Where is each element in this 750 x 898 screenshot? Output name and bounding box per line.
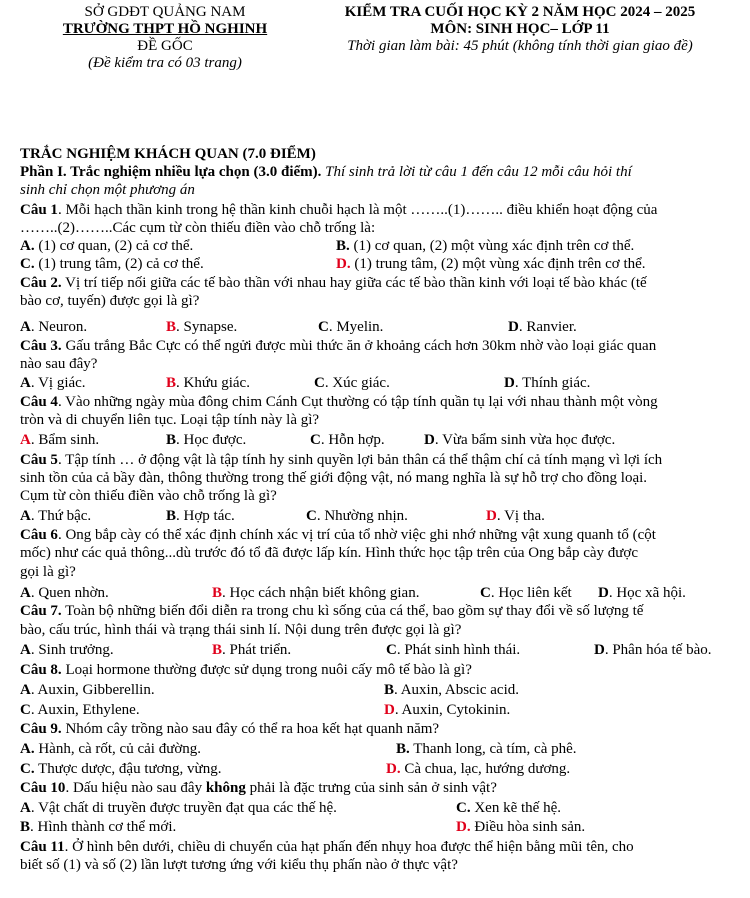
q3-option-b[interactable]: B. Khứu giác.: [166, 375, 250, 391]
q10-option-d[interactable]: D. Điều hòa sinh sản.: [456, 819, 586, 835]
part1-title-line: [20, 163, 632, 181]
q1-option-d[interactable]: D. (1) trung tâm, (2) một vùng xác định trên cơ thể.: [336, 256, 646, 272]
q2-option-a[interactable]: A. Neuron.: [20, 319, 88, 335]
q8-option-a[interactable]: A. Auxin, Gibberellin.: [20, 682, 155, 698]
question-2: Câu 2. Vị trí tiếp nối giữa các tế bào thần với nhau hay giữa các tế bào thần kinh với loại tế bào khác (tế: [20, 275, 647, 291]
header-left: [40, 4, 290, 72]
part1-instruction-cont: sinh chỉ chọn một phương án: [20, 182, 195, 198]
q9-option-c[interactable]: C. Thược dược, đậu tương, vừng.: [20, 761, 222, 777]
q4-option-b[interactable]: B. Học được.: [166, 432, 247, 448]
question-6-cont-1: mốc) như các quả thông...dù trước đó tổ đã được lấp kín. Hình thức học tập trên của Ong bắp cày được: [20, 545, 639, 561]
q6-option-b[interactable]: B. Học cách nhận biết không gian.: [212, 585, 420, 601]
question-6: Câu 6. Ong bắp cày có thể xác định chính xác vị trí của tổ nhờ việc ghi nhớ những vật xung quanh tổ (cột: [20, 527, 656, 543]
q7-option-b[interactable]: B. Phát triển.: [212, 642, 292, 658]
question-6-cont-2: gọi là gì?: [20, 564, 76, 580]
question-2-cont: bào cơ, tuyến) được gọi là gì?: [20, 293, 200, 309]
q9-option-d[interactable]: D. Cà chua, lạc, hướng dương.: [386, 761, 571, 777]
question-5-cont-2: Cụm từ còn thiếu điền vào chỗ trống là gì?: [20, 488, 277, 504]
subject-title: MÔN: SINH HỌC– LỚP 11: [430, 21, 610, 37]
question-11: Câu 11. Ở hình bên dưới, chiều di chuyển của hạt phấn đến nhụy hoa được thể hiện bằng mũi tên, cho: [20, 839, 634, 855]
question-5: Câu 5. Tập tính … ở động vật là tập tính hy sinh quyền lợi bản thân cá thể thậm chí cả tính mạng vì lợi ích: [20, 452, 663, 468]
question-3: Câu 3. Gấu trắng Bắc Cực có thể ngửi được mùi thức ăn ở khoảng cách hơn 30km nhờ vào loại giác quan: [20, 338, 657, 354]
q1-option-b[interactable]: B. (1) cơ quan, (2) một vùng xác định trên cơ thể.: [336, 238, 635, 254]
q7-option-c[interactable]: C. Phát sinh hình thái.: [386, 642, 521, 658]
q9-option-b[interactable]: B. Thanh long, cà tím, cà phê.: [396, 741, 577, 757]
school-name: TRƯỜNG THPT HỒ NGHINH: [62, 21, 268, 37]
q4-option-d[interactable]: D. Vừa bẩm sinh vừa học được.: [424, 432, 616, 448]
question-4: Câu 4. Vào những ngày mùa đông chim Cánh Cụt thường có tập tính quần tụ lại với nhau thành một vòng: [20, 394, 658, 410]
q2-option-b[interactable]: B. Synapse.: [166, 319, 238, 335]
q1-option-a[interactable]: A. (1) cơ quan, (2) cả cơ thể.: [20, 238, 194, 254]
q9-option-a[interactable]: A. Hành, cà rốt, củ cải đường.: [20, 741, 202, 757]
part1-title: Phần I. Trắc nghiệm nhiều lựa chọn (3.0 điểm).: [20, 164, 322, 180]
question-7: Câu 7. Toàn bộ những biến đổi diễn ra trong chu kì sống của cá thể, bao gồm sự thay đổi về số lượng tế: [20, 603, 644, 619]
q4-option-c[interactable]: C. Hỗn hợp.: [310, 432, 385, 448]
question-3-cont: nào sau đây?: [20, 356, 98, 372]
exam-code: ĐỀ GỐC: [137, 38, 193, 54]
part1-instruction: Thí sinh trả lời từ câu 1 đến câu 12 mỗi câu hỏi thí: [325, 164, 632, 180]
q8-option-d[interactable]: D. Auxin, Cytokinin.: [384, 702, 511, 718]
q5-option-c[interactable]: C. Nhường nhịn.: [306, 508, 408, 524]
q1-option-c[interactable]: C. (1) trung tâm, (2) cả cơ thể.: [20, 256, 204, 272]
section-title: TRẮC NGHIỆM KHÁCH QUAN (7.0 ĐIỂM): [20, 146, 316, 162]
question-label: Câu 1: [20, 202, 58, 218]
question-7-cont: bào, cấu trúc, hình thái và trạng thái sinh lí. Nội dung trên được gọi là gì?: [20, 622, 462, 638]
question-9: Câu 9. Nhóm cây trồng nào sau đây có thể ra hoa kết hạt quanh năm?: [20, 721, 440, 737]
q8-option-c[interactable]: C. Auxin, Ethylene.: [20, 702, 140, 718]
q8-option-b[interactable]: B. Auxin, Abscic acid.: [384, 682, 519, 698]
q4-option-a[interactable]: A. Bẩm sinh.: [20, 432, 100, 448]
department-name: SỞ GDĐT QUẢNG NAM: [84, 4, 246, 20]
q2-option-c[interactable]: C. Myelin.: [318, 319, 384, 335]
q10-option-a[interactable]: A. Vật chất di truyền được truyền đạt qua các thế hệ.: [20, 800, 337, 816]
question-5-cont-1: sinh tồn của cả bầy đàn, thông thường trong thế giới động vật, nó mang nghĩa là sự hỗ trợ cho đồng loại.: [20, 470, 648, 486]
question-1: [20, 201, 657, 219]
question-11-cont: biết số (1) và số (2) lần lượt tương ứng với kiểu thụ phấn nào ở thực vật?: [20, 857, 458, 873]
q6-option-d[interactable]: D. Học xã hội.: [598, 585, 686, 601]
exam-title: KIỂM TRA CUỐI HỌC KỲ 2 NĂM HỌC 2024 – 2025: [344, 4, 696, 20]
emphasis-word: không: [205, 780, 246, 796]
question-8: Câu 8. Loại hormone thường được sử dụng trong nuôi cấy mô tế bào là gì?: [20, 662, 472, 678]
q7-option-a[interactable]: A. Sinh trưởng.: [20, 642, 114, 658]
page-count-note: (Đề kiểm tra có 03 trang): [88, 55, 242, 71]
q3-option-c[interactable]: C. Xúc giác.: [314, 375, 390, 391]
q5-option-b[interactable]: B. Hợp tác.: [166, 508, 235, 524]
question-10: Câu 10. Dấu hiệu nào sau đây không phải là đặc trưng của sinh sản ở sinh vật?: [20, 780, 497, 796]
q2-option-d[interactable]: D. Ranvier.: [508, 319, 577, 335]
question-text: . Mỗi hạch thần kinh trong hệ thần kinh chuỗi hạch là một ……..(1)…….. điều khiển hoạt động của: [57, 202, 658, 218]
header-right: [300, 4, 740, 55]
q6-option-a[interactable]: A. Quen nhờn.: [20, 585, 109, 601]
question-1-cont: ……..(2)……..Các cụm từ còn thiếu điền vào chỗ trống là:: [20, 220, 376, 236]
q5-option-a[interactable]: A. Thứ bậc.: [20, 508, 92, 524]
q3-option-a[interactable]: A. Vị giác.: [20, 375, 86, 391]
time-note: Thời gian làm bài: 45 phút (không tính thời gian giao đề): [347, 38, 693, 54]
q6-option-c[interactable]: C. Học liên kết: [480, 585, 572, 601]
question-4-cont: tròn và di chuyển liên tục. Loại tập tính này là gì?: [20, 412, 320, 428]
q3-option-d[interactable]: D. Thính giác.: [504, 375, 591, 391]
q7-option-d[interactable]: D. Phân hóa tế bào.: [594, 642, 712, 658]
q10-option-c[interactable]: C. Xen kẽ thế hệ.: [456, 800, 561, 816]
q5-option-d[interactable]: D. Vị tha.: [486, 508, 545, 524]
q10-option-b[interactable]: B. Hình thành cơ thể mới.: [20, 819, 177, 835]
